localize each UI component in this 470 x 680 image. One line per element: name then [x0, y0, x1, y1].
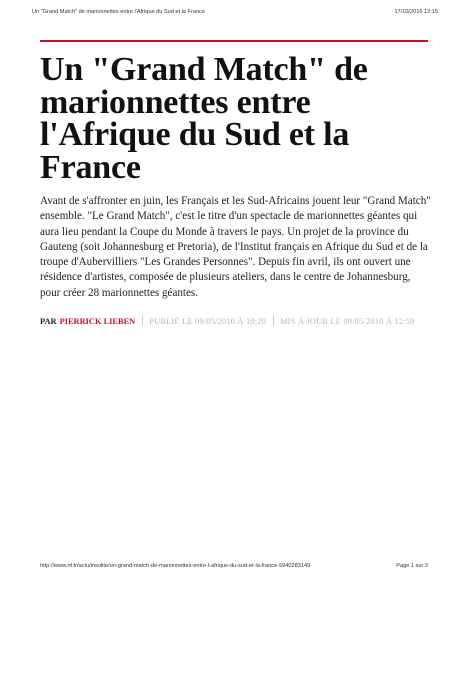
- print-footer: [40, 563, 428, 569]
- byline: [40, 316, 440, 326]
- article-lede: Avant de s'affronter en juin, les Français et les Sud-Africains jouent leur "Grand Match" ensemble. "Le Grand Match", c'est le titre d'un spectacle de marionnettes géantes qui aura lieu pendant la Coupe du Monde à travers le pays. Un projet de la province du Gauteng (soit Johannesburg et Pretoria), de l'Institut français en Afrique du Sud et de la troupe d'Aubervilliers "Les Grandes Personnes". Depuis fin avril, ils ont ouvert une résidence d'artistes, composée de plusieurs ateliers, dans le centre de Johannesburg, pour créer 28 marionnettes géantes.: [40, 195, 431, 299]
- byline-divider: [273, 316, 274, 326]
- byline-prefix: PAR: [40, 316, 57, 326]
- updated-date: MIS À JOUR LE 09/05/2010 À 12:59: [280, 316, 415, 326]
- print-url: http://www.rtl.fr/actu/insolite/un-grand-match-de-marionnettes-entre-l-afrique-du-sud-et-la-france-5940283149: [40, 563, 311, 569]
- print-header: [32, 9, 438, 15]
- published-date: PUBLIÉ LE 09/05/2010 À 10:20: [149, 316, 267, 326]
- byline-divider: [142, 316, 143, 326]
- print-page-title: Un "Grand Match" de marionnettes entre l'Afrique du Sud et la France: [32, 9, 205, 15]
- page-indicator: Page 1 sur 3: [396, 563, 428, 569]
- author-link[interactable]: PIERRICK LIEBEN: [59, 316, 136, 326]
- print-datetime: 17/10/2016 12:15: [394, 9, 438, 15]
- title-rule: [40, 40, 428, 42]
- article-title: Un "Grand Match" de marionnettes entre l'Afrique du Sud et la France: [40, 51, 368, 186]
